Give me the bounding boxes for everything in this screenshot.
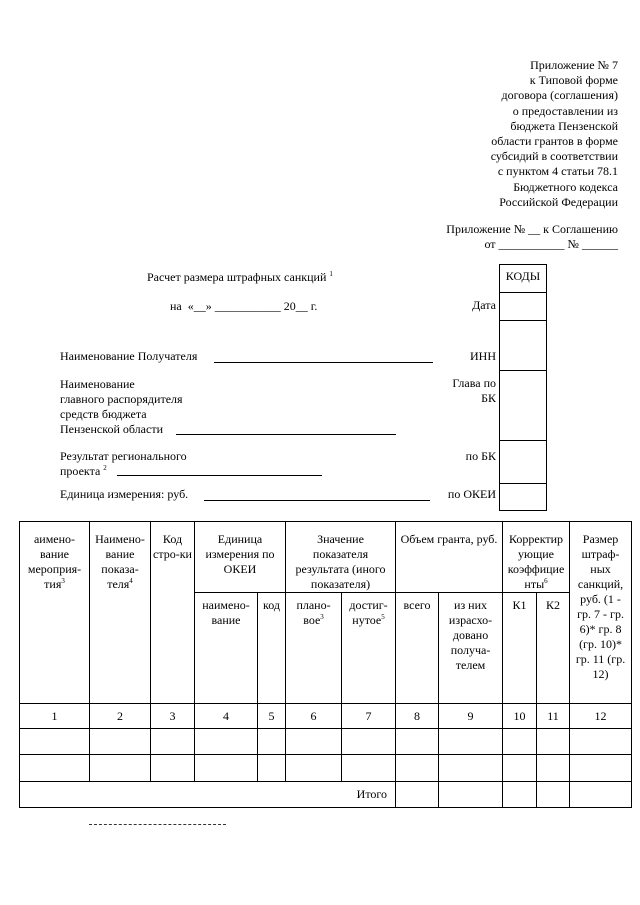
- table-cell[interactable]: [503, 755, 537, 782]
- column-number: 8: [396, 704, 439, 729]
- date-line: на «__» ___________ 20__ г.: [170, 299, 318, 313]
- footnote-ref: 3: [61, 577, 65, 585]
- manager-label-line: главного распорядителя: [60, 392, 183, 406]
- recipient-blank[interactable]: [214, 362, 433, 363]
- manager-label: [60, 377, 183, 437]
- appendix-line: Бюджетного кодекса: [513, 179, 618, 194]
- appendix-line: к Типовой форме: [529, 73, 618, 88]
- total-cell[interactable]: [439, 782, 503, 808]
- appendix-line: субсидий в соответствии: [490, 149, 618, 164]
- table-cell[interactable]: [20, 729, 90, 755]
- table-cell[interactable]: [151, 729, 195, 755]
- table-cell[interactable]: [342, 729, 396, 755]
- code-cell-glava[interactable]: [500, 370, 546, 441]
- subheader-unit-code: код: [258, 593, 286, 704]
- code-cell-date[interactable]: [500, 292, 546, 321]
- table-cell[interactable]: [537, 729, 570, 755]
- codes-box: [499, 264, 547, 511]
- label-po-bk: по БК: [465, 449, 496, 463]
- agreement-line-1: Приложение № __ к Соглашению: [446, 222, 618, 236]
- appendix-line: Приложение № 7: [530, 58, 618, 72]
- table-cell[interactable]: [439, 729, 503, 755]
- column-number: 11: [537, 704, 570, 729]
- footnote-separator: [89, 824, 226, 825]
- total-cell[interactable]: [570, 782, 632, 808]
- table-cell[interactable]: [396, 755, 439, 782]
- subheader-planned: [286, 593, 342, 704]
- table-cell[interactable]: [286, 729, 342, 755]
- header-penalty-amount: Размер штраф-ных санкций, руб. (1 - гр. 7 - гр. 6)* гр. 8 (гр. 10)* гр. 11 (гр. 12): [570, 522, 632, 704]
- project-blank[interactable]: [117, 475, 322, 476]
- label-date: Дата: [472, 298, 496, 312]
- appendix-line: Российской Федерации: [499, 194, 618, 209]
- manager-blank[interactable]: [176, 434, 396, 435]
- appendix-line: бюджета Пензенской: [510, 118, 618, 133]
- manager-label-line: Наименование: [60, 377, 135, 391]
- header-row-code: Код стро-ки: [151, 522, 195, 704]
- appendix-header: [448, 58, 618, 210]
- code-cell-po-okei[interactable]: [500, 483, 546, 511]
- label-glava-line-1: Глава по: [452, 376, 496, 390]
- unit-label: Единица измерения: руб.: [60, 487, 189, 501]
- penalty-table: [19, 521, 632, 808]
- table-cell[interactable]: [90, 755, 151, 782]
- code-cell-po-bk[interactable]: [500, 440, 546, 484]
- table-cell[interactable]: [195, 729, 258, 755]
- project-label-line-2: проекта: [60, 464, 101, 478]
- document-title: [147, 270, 333, 285]
- header-correction-coefficients: [503, 522, 570, 593]
- title-footnote-ref: 1: [329, 270, 333, 278]
- label-inn: ИНН: [470, 349, 496, 363]
- label-glava-line-2: БК: [481, 391, 496, 405]
- column-number: 9: [439, 704, 503, 729]
- column-number: 4: [195, 704, 258, 729]
- subheader-unit-name: наимено-вание: [195, 593, 258, 704]
- subheader-k2: К2: [537, 593, 570, 704]
- header-coef-text: Корректир ующие коэффицие нты: [507, 532, 565, 591]
- table-cell[interactable]: [20, 755, 90, 782]
- agreement-line-2: от ___________ № ______: [484, 237, 618, 251]
- total-cell[interactable]: [396, 782, 439, 808]
- column-number: 2: [90, 704, 151, 729]
- project-label-line-1: Результат регионального: [60, 449, 187, 463]
- table-cell[interactable]: [570, 755, 632, 782]
- total-cell[interactable]: [537, 782, 570, 808]
- header-indicator-name-text: Наимено-вание показа-теля: [95, 532, 145, 591]
- table-cell[interactable]: [503, 729, 537, 755]
- column-number: 1: [20, 704, 90, 729]
- column-number: 10: [503, 704, 537, 729]
- subheader-planned-text: плано-вое: [296, 598, 331, 627]
- table-cell[interactable]: [537, 755, 570, 782]
- header-measure-name-text: аимено-вание мероприя-тия: [27, 532, 82, 591]
- footnote-ref: 3: [320, 613, 324, 621]
- total-cell[interactable]: [503, 782, 537, 808]
- manager-label-line: средств бюджета: [60, 407, 147, 421]
- subheader-total: всего: [396, 593, 439, 704]
- footnote-ref: 4: [129, 577, 133, 585]
- column-number-row: [20, 704, 632, 729]
- header-measure-name: [20, 522, 90, 704]
- footnote-ref: 6: [544, 577, 548, 585]
- header-indicator-name: [90, 522, 151, 704]
- table-cell[interactable]: [286, 755, 342, 782]
- table-cell[interactable]: [396, 729, 439, 755]
- column-number: 6: [286, 704, 342, 729]
- column-number: 7: [342, 704, 396, 729]
- table-row: [20, 729, 632, 755]
- code-cell-inn[interactable]: [500, 320, 546, 371]
- table-cell[interactable]: [342, 755, 396, 782]
- appendix-line: договора (соглашения): [501, 88, 618, 103]
- header-indicator-value: Значение показателя результата (иного показателя): [286, 522, 396, 593]
- header-grant-volume: Объем гранта, руб.: [396, 522, 503, 593]
- table-cell[interactable]: [570, 729, 632, 755]
- table-cell[interactable]: [90, 729, 151, 755]
- subheader-spent: из них израсхо-довано получа-телем: [439, 593, 503, 704]
- total-row: [20, 782, 632, 808]
- column-number: 5: [258, 704, 286, 729]
- column-number: 3: [151, 704, 195, 729]
- table-header-row: [20, 522, 632, 593]
- appendix-line: с пунктом 4 статьи 78.1: [497, 164, 618, 179]
- appendix-line: о предоставлении из: [512, 103, 618, 118]
- table-row: [20, 755, 632, 782]
- table-cell[interactable]: [195, 755, 258, 782]
- label-glava: [452, 376, 496, 406]
- appendix-line: области грантов в форме: [491, 134, 618, 149]
- manager-label-line: Пензенской области: [60, 422, 163, 436]
- table-cell[interactable]: [258, 755, 286, 782]
- total-label: Итого: [20, 782, 396, 808]
- subheader-achieved-text: достиг-нутое: [349, 598, 388, 627]
- agreement-reference: [418, 222, 618, 252]
- column-number: 12: [570, 704, 632, 729]
- unit-blank[interactable]: [204, 500, 430, 501]
- label-po-okei: по ОКЕИ: [447, 487, 496, 501]
- subheader-achieved: [342, 593, 396, 704]
- table-cell[interactable]: [439, 755, 503, 782]
- footnote-ref: 5: [381, 613, 385, 621]
- table-cell[interactable]: [151, 755, 195, 782]
- title-text: Расчет размера штрафных санкций: [147, 270, 327, 284]
- recipient-label: Наименование Получателя: [60, 349, 198, 363]
- header-unit-okei: Единица измерения по ОКЕИ: [195, 522, 286, 593]
- project-footnote-ref: 2: [103, 464, 107, 472]
- codes-header: КОДЫ: [505, 269, 541, 283]
- subheader-k1: К1: [503, 593, 537, 704]
- table-cell[interactable]: [258, 729, 286, 755]
